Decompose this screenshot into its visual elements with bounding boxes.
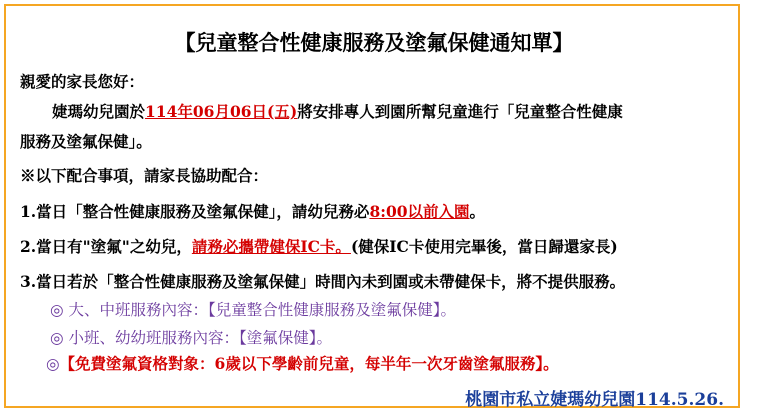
greeting: 親愛的家長您好：: [20, 72, 145, 91]
notice-frame: [4, 4, 740, 408]
item-1-end: 。: [469, 202, 486, 221]
item-2-note: (健保IC卡使用完畢後，當日歸還家長): [350, 237, 618, 256]
item-2-text: 2.當日有"塗氟"之幼兒，: [20, 237, 192, 256]
signature: 桃園市私立婕瑪幼兒園114.5.26.: [465, 390, 724, 410]
cooperation-heading: ※以下配合事項，請家長協助配合：: [20, 166, 269, 185]
note-2: ◎ 小班、幼幼班服務內容：【塗氟保健】。: [50, 329, 332, 347]
item-1-highlight: 8:00以前入園: [369, 202, 470, 221]
intro-line-2: 服務及塗氟保健」。: [20, 132, 152, 151]
note-1: ◎ 大、中班服務內容：【兒童整合性健康服務及塗氟保健】。: [50, 301, 456, 319]
intro-text-1: 婕瑪幼兒園於: [52, 102, 146, 121]
item-2-highlight: 請務必攜帶健保IC卡。: [191, 237, 351, 256]
notice-title: 【兒童整合性健康服務及塗氟保健通知單】: [174, 30, 574, 55]
item-3: 3.當日若於「整合性健康服務及塗氟保健」時間內未到園或未帶健保卡，將不提供服務。: [20, 272, 626, 291]
intro-text-2: 將安排專人到園所幫兒童進行「兒童整合性健康: [297, 102, 623, 121]
intro-paragraph: [52, 102, 623, 122]
item-2: [20, 237, 618, 257]
note-3-symbol: ◎: [46, 355, 60, 373]
note-3-text: 【免費塗氟資格對象：6歲以下學齡前兒童，每半年一次牙齒塗氟服務】。: [59, 354, 559, 373]
item-1-text: 1.當日「整合性健康服務及塗氟保健」，請幼兒務必: [20, 202, 370, 221]
note-3: [46, 354, 559, 374]
event-date: 114年06月06日(五): [145, 102, 298, 121]
item-1: [20, 202, 485, 222]
